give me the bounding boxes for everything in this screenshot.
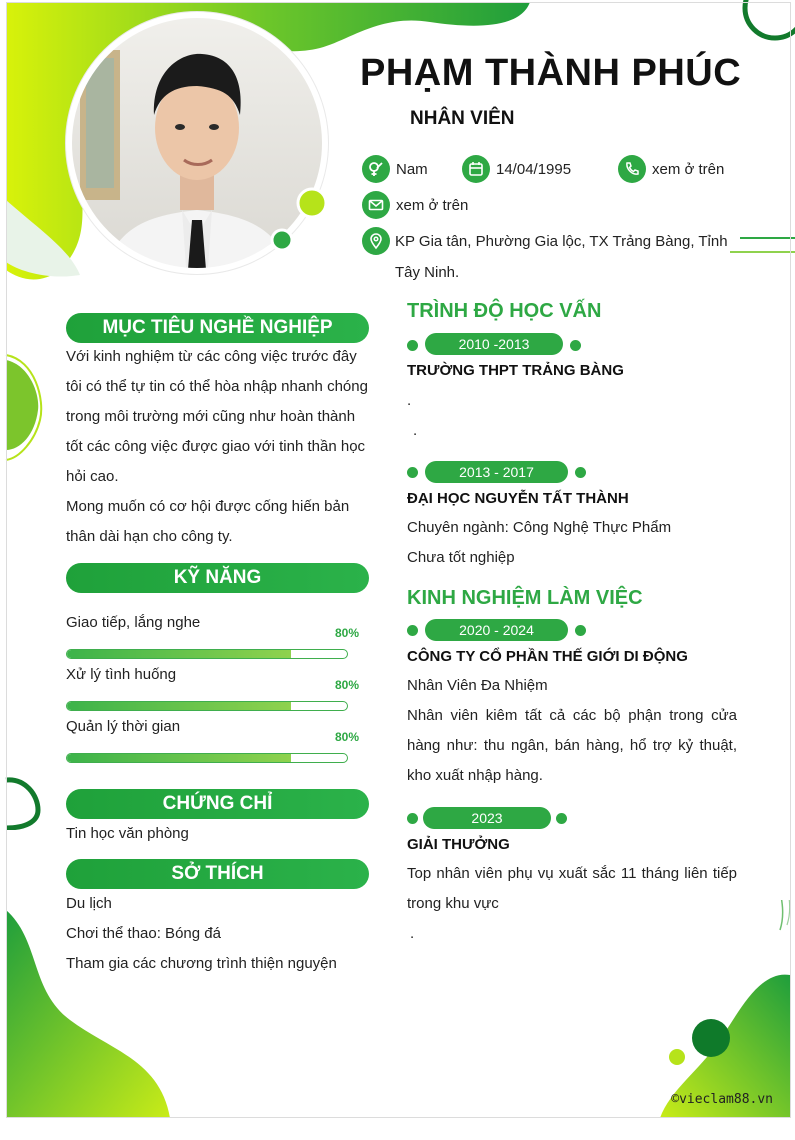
skill-bar: [66, 649, 348, 659]
phone-icon: [618, 155, 646, 183]
timeline-dot: [575, 625, 586, 636]
full-name: PHẠM THÀNH PHÚC: [360, 52, 742, 94]
birthdate-info: [462, 155, 571, 183]
objective-line: Mong muốn có cơ hội được cống hiến bản: [66, 498, 350, 515]
address-value: KP Gia tân, Phường Gia lộc, TX Trảng Bàng, Tỉnh Tây Ninh.: [395, 233, 728, 281]
skill-bar-fill: [67, 754, 291, 762]
gender-value: Nam: [396, 160, 428, 178]
award-description: Top nhân viên phụ vụ xuất sắc 11 tháng liên tiếp: [407, 865, 737, 882]
gender-info: [362, 155, 428, 183]
objective-line: tốt các công việc được giao với tinh thần học: [66, 438, 366, 455]
timeline-dot: [575, 467, 586, 478]
timeline-dot: [407, 340, 418, 351]
skills-heading: KỸ NĂNG: [66, 563, 369, 593]
watermark: ©vieclam88.vn: [671, 1092, 773, 1107]
objective-line: tôi có thể tự tin có thể hòa nhập nhanh chóng: [66, 378, 368, 395]
timeline-dot: [556, 813, 567, 824]
objective-line: trong môi trường mới cũng như hoàn thành: [66, 408, 356, 425]
objective-line: hỏi cao.: [66, 468, 119, 485]
skill-bar: [66, 753, 348, 763]
timeline-dot: [407, 813, 418, 824]
phone-value: xem ở trên: [652, 160, 725, 178]
email-value: xem ở trên: [396, 196, 469, 214]
education-period: 2013 - 2017: [425, 461, 568, 483]
skill-label: Xử lý tình huống: [66, 666, 177, 683]
calendar-icon: [462, 155, 490, 183]
experience-role: Nhân Viên Đa Nhiệm: [407, 677, 548, 694]
skill-percent: 80%: [335, 678, 360, 692]
experience-description: hàng như: thu ngân, bán hàng, hổ trợ kỷ thuật,: [407, 737, 737, 754]
award-description: trong khu vực: [407, 895, 499, 912]
experience-heading: KINH NGHIỆM LÀM VIỆC: [407, 587, 643, 609]
education-detail: .: [413, 422, 418, 439]
education-detail: Chưa tốt nghiệp: [407, 549, 515, 566]
award-description: .: [410, 925, 415, 942]
profile-photo: [62, 10, 334, 282]
mail-icon: [362, 191, 390, 219]
phone-info: [618, 155, 724, 183]
skill-bar: [66, 701, 348, 711]
location-icon: [362, 227, 390, 255]
email-info: [362, 191, 468, 219]
hobby-item: Chơi thể thao: Bóng đá: [66, 925, 221, 942]
hobby-item: Tham gia các chương trình thiện nguyện: [66, 955, 337, 972]
side-decoration: [0, 350, 50, 830]
certificate-item: Tin học văn phòng: [66, 825, 189, 842]
education-school: TRƯỜNG THPT TRẢNG BÀNG: [407, 362, 624, 379]
hobby-item: Du lịch: [66, 895, 112, 912]
experience-period: 2020 - 2024: [425, 619, 568, 641]
skill-bar-fill: [67, 702, 291, 710]
experience-company: CÔNG TY CỔ PHẦN THẾ GIỚI DI ĐỘNG: [407, 648, 688, 665]
hobbies-heading: SỞ THÍCH: [66, 859, 369, 889]
timeline-dot: [407, 467, 418, 478]
experience-description: Nhân viên kiêm tất cả các bộ phận trong cửa: [407, 707, 737, 724]
education-detail: Chuyên ngành: Công Nghệ Thực Phẩm: [407, 519, 672, 536]
education-detail: .: [407, 392, 412, 409]
skill-percent: 80%: [335, 730, 360, 744]
timeline-dot: [407, 625, 418, 636]
education-heading: TRÌNH ĐỘ HỌC VẤN: [407, 300, 602, 322]
education-school: ĐẠI HỌC NGUYỄN TẤT THÀNH: [407, 490, 629, 507]
award-period: 2023: [423, 807, 551, 829]
skill-bar-fill: [67, 650, 291, 658]
skill-percent: 80%: [335, 626, 360, 640]
skill-label: Quản lý thời gian: [66, 718, 181, 735]
skill-label: Giao tiếp, lắng nghe: [66, 614, 201, 631]
birthdate-value: 14/04/1995: [496, 160, 572, 178]
hobbies-list: [66, 889, 376, 979]
education-period: 2010 -2013: [425, 333, 563, 355]
experience-description: kho xuất nhập hàng.: [407, 767, 543, 784]
address-icon-wrap: [362, 227, 394, 255]
job-title: NHÂN VIÊN: [410, 108, 515, 129]
objective-line: Với kinh nghiệm từ các công việc trước đây: [66, 348, 357, 365]
objective-heading: MỤC TIÊU NGHỀ NGHIỆP: [66, 313, 369, 343]
gender-icon: [362, 155, 390, 183]
timeline-dot: [570, 340, 581, 351]
objective-line: thân dài hạn cho công ty.: [66, 528, 233, 545]
award-title: GIẢI THƯỞNG: [407, 836, 510, 853]
objective-text: [66, 342, 376, 552]
certificates-heading: CHỨNG CHỈ: [66, 789, 369, 819]
